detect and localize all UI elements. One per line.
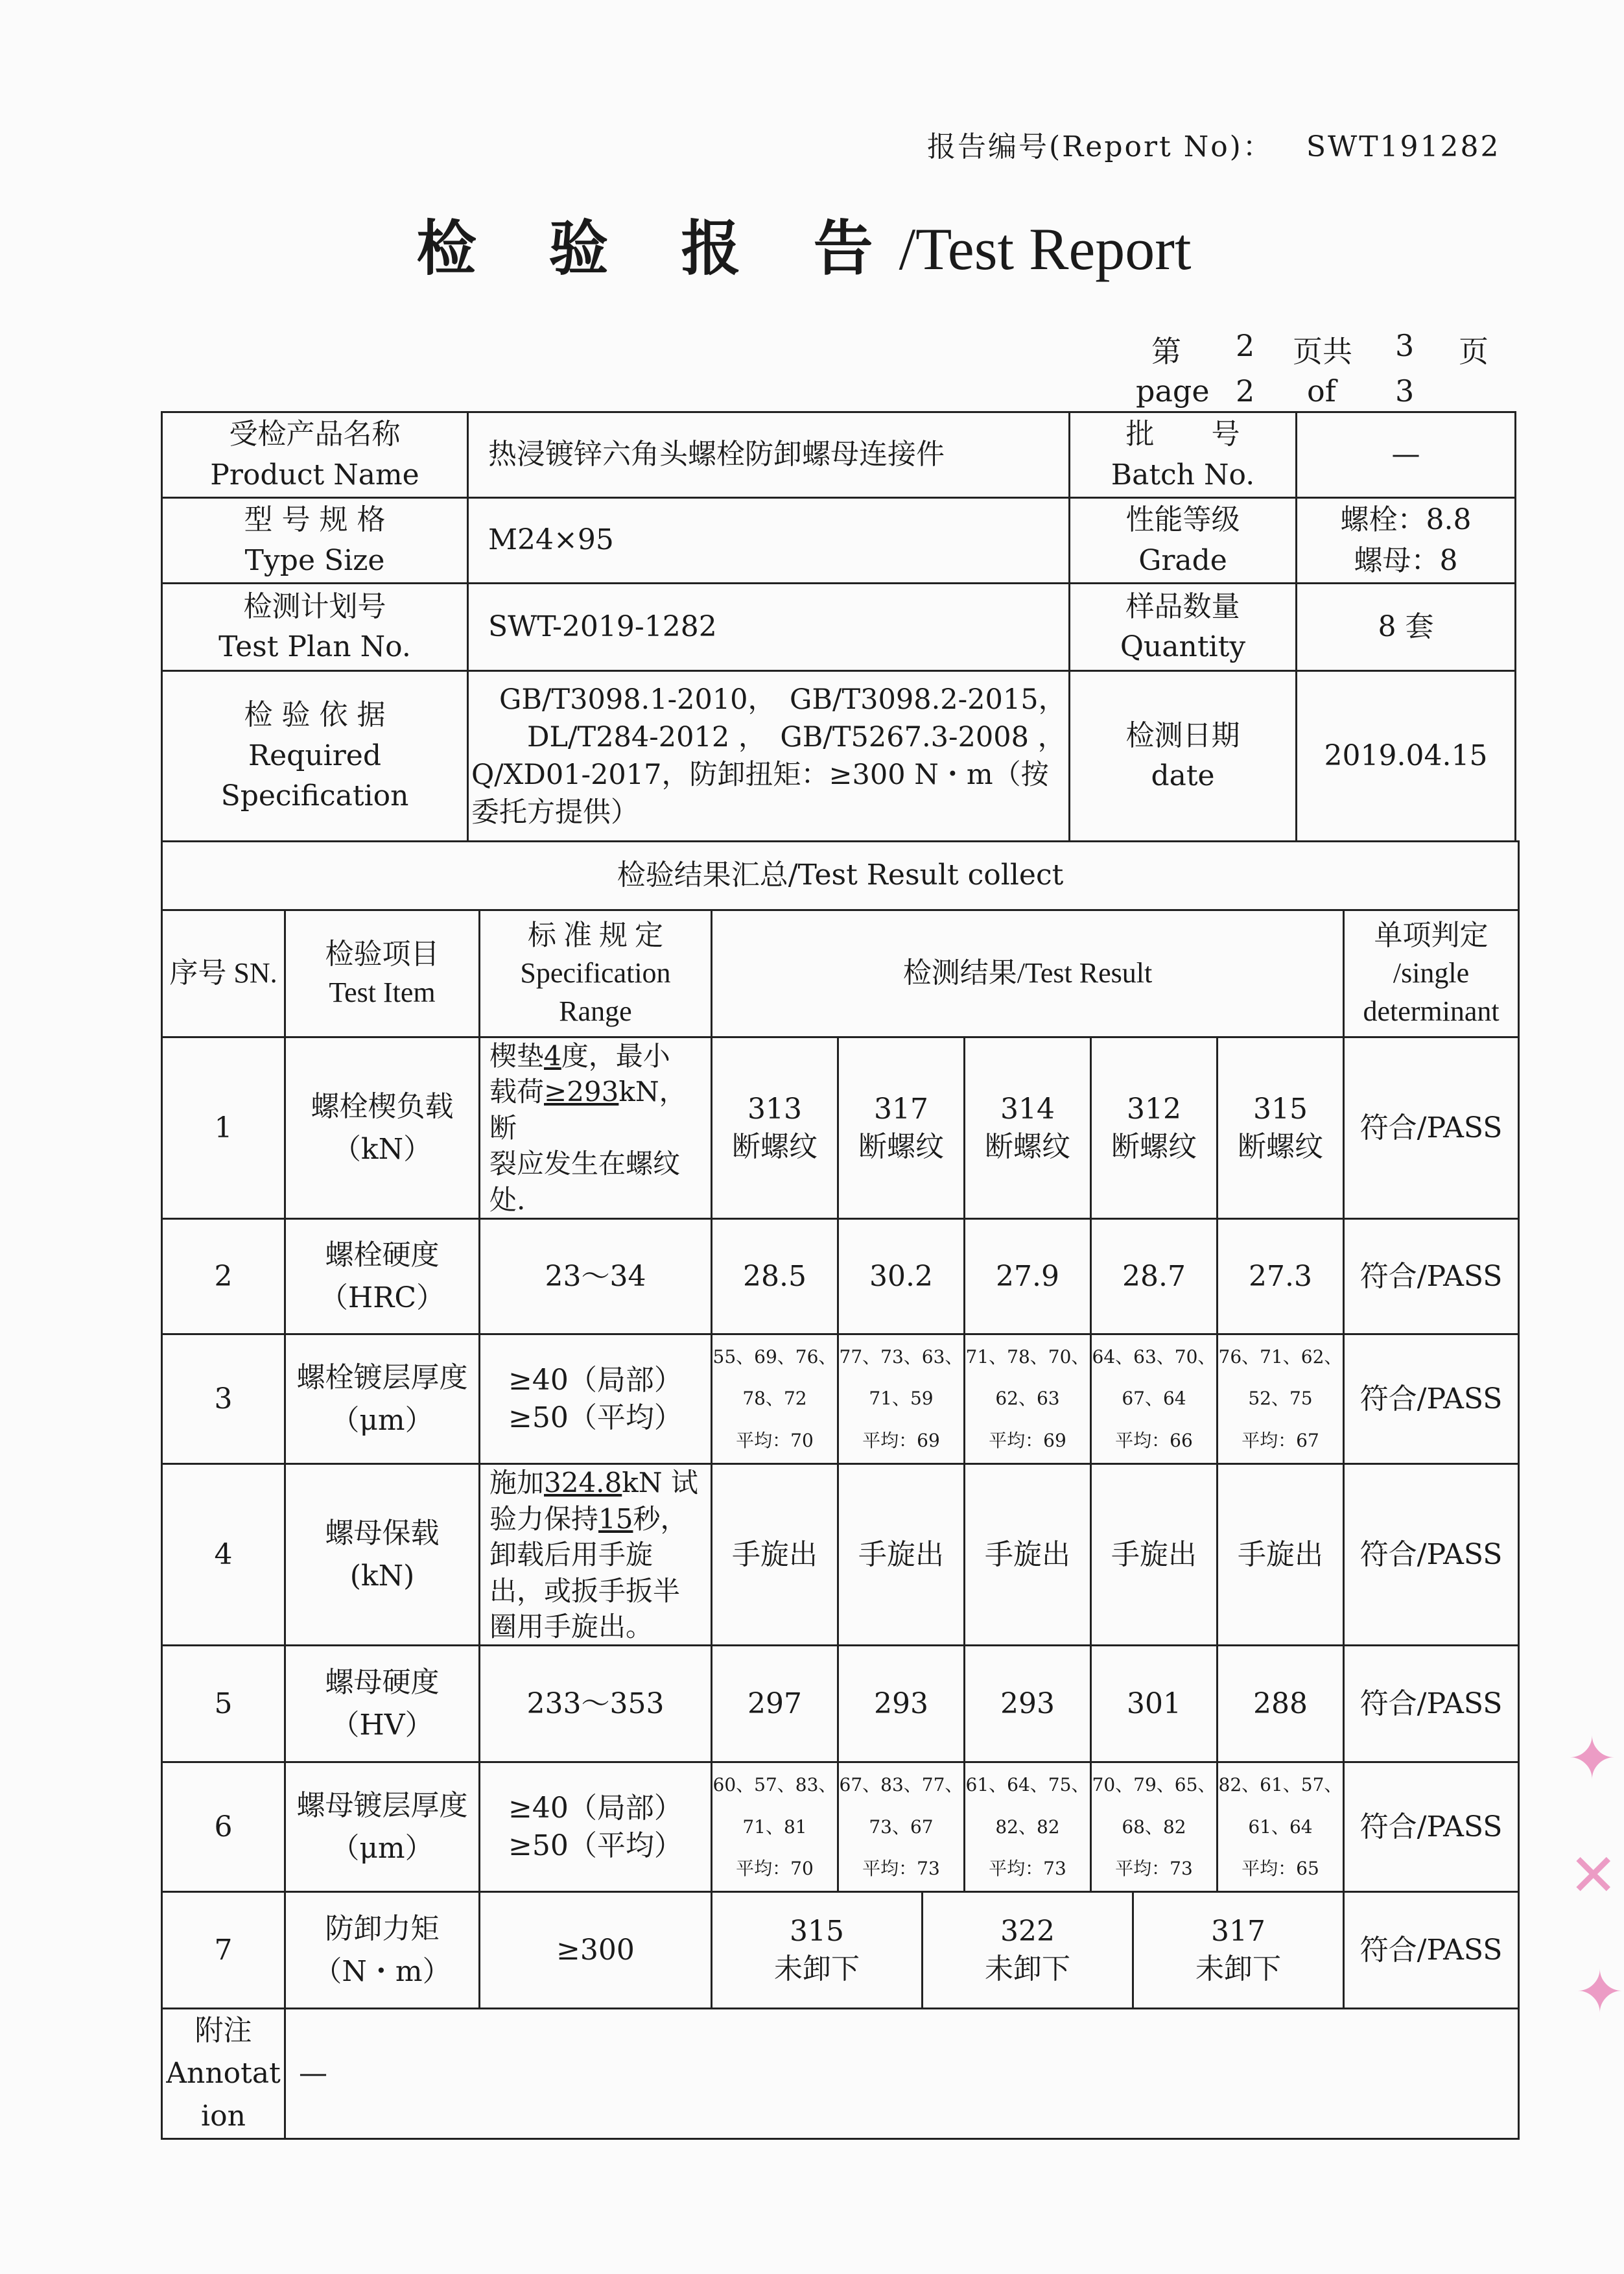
test-plan-value: SWT-2019-1282: [468, 584, 1070, 671]
seal-stamp-icon: ✕: [1569, 1842, 1618, 1910]
quantity-label-cn: 样品数量: [1125, 589, 1240, 623]
result-value: 312: [1127, 1092, 1181, 1126]
result-value: 293: [838, 1646, 965, 1762]
basis-line-3: Q/XD01-2017，防卸扭矩：≥300 N・m（按: [471, 759, 1049, 791]
result-values-1: 55、69、76、: [712, 1346, 837, 1368]
row-judge: 符合/PASS: [1344, 1762, 1519, 1892]
row-test-item-name: 螺栓硬度: [325, 1238, 440, 1272]
spec-text: 施加: [489, 1467, 545, 1499]
row-test-item: [285, 1334, 480, 1464]
row-test-item-name: 螺母保载: [325, 1516, 440, 1550]
result-cell: [965, 1334, 1091, 1464]
basis-label: [162, 671, 468, 842]
quantity-value: 8 套: [1297, 584, 1516, 671]
result-values-2: 61、64: [1248, 1816, 1313, 1838]
page-total-en: 3: [1395, 373, 1415, 409]
result-value: 313: [747, 1092, 802, 1126]
result-value: 28.7: [1091, 1219, 1218, 1334]
product-name-label: [162, 412, 468, 498]
page-current-en: 2: [1236, 373, 1255, 409]
page-of: of: [1307, 373, 1336, 409]
spec-text: 秒，: [633, 1502, 688, 1535]
header-test-item: [285, 910, 480, 1037]
spec-text: kN，断: [489, 1076, 687, 1144]
result-average: 平均：65: [1242, 1858, 1319, 1880]
row-spec: [480, 1762, 712, 1892]
header-test-result: 检测结果/Test Result: [712, 910, 1344, 1037]
row-test-item-unit: （HV）: [331, 1708, 434, 1742]
result-note: 断螺纹: [1238, 1130, 1323, 1163]
result-average: 平均：67: [1242, 1429, 1319, 1451]
type-size-value: M24×95: [468, 498, 1070, 584]
spec-underlined-value: 4: [544, 1040, 561, 1072]
result-cell: [965, 1762, 1091, 1892]
row-sn: 1: [162, 1037, 285, 1219]
row-spec: [480, 1464, 712, 1646]
result-value: 手旋出: [838, 1464, 965, 1646]
header-test-item-en: Test Item: [329, 976, 436, 1008]
result-average: 平均：69: [989, 1429, 1066, 1451]
spec-line-1: [489, 1038, 711, 1074]
result-note: 断螺纹: [858, 1130, 944, 1163]
spec-text: 载荷: [489, 1076, 545, 1108]
result-cell: [923, 1892, 1133, 2009]
test-plan-label: [162, 584, 468, 671]
result-row-4: [162, 1464, 1519, 1646]
header-judge: [1344, 910, 1519, 1037]
result-values-2: 67、64: [1122, 1388, 1186, 1410]
header-judge-cn: 单项判定: [1374, 919, 1489, 952]
date-label-cn: 检测日期: [1125, 718, 1240, 752]
date-label: [1070, 671, 1297, 842]
result-note: 断螺纹: [1111, 1130, 1197, 1163]
spec-line-2: [489, 1501, 711, 1537]
row-test-item-unit: （μm）: [331, 1403, 434, 1437]
type-size-label: [162, 498, 468, 584]
annotation-label-en-2: ion: [201, 2100, 246, 2133]
row-judge: 符合/PASS: [1344, 1219, 1519, 1334]
date-label-en: date: [1151, 759, 1215, 792]
spec-line-1: ≥40（局部）: [508, 1363, 683, 1397]
result-values-1: 77、73、63、: [839, 1346, 963, 1368]
page-current: 2: [1236, 328, 1255, 363]
result-values-2: 71、81: [742, 1816, 807, 1838]
result-cell: [1091, 1762, 1218, 1892]
seal-stamp-icon: ✦: [1568, 1725, 1617, 1793]
page-di: 第: [1151, 334, 1181, 369]
info-row-plan: [162, 584, 1516, 671]
result-cell: [1218, 1334, 1344, 1464]
header-spec: [480, 910, 712, 1037]
spec-line-2: ≥50（平均）: [508, 1829, 683, 1862]
type-size-label-en: Type Size: [244, 543, 385, 577]
product-name-label-en: Product Name: [210, 458, 419, 492]
result-value: 317: [874, 1092, 928, 1126]
row-judge: 符合/PASS: [1344, 1892, 1519, 2009]
product-info-table: [161, 411, 1516, 842]
result-values-2: 71、59: [869, 1388, 934, 1410]
row-test-item-name: 螺栓镀层厚度: [296, 1360, 468, 1394]
row-sn: 2: [162, 1219, 285, 1334]
result-value: 317: [1211, 1914, 1265, 1948]
spec-line-2: ≥50（平均）: [508, 1401, 683, 1434]
batch-label: [1070, 412, 1297, 498]
result-cell: [1091, 1334, 1218, 1464]
spec-text: kN 试: [622, 1467, 698, 1499]
result-row-6: [162, 1762, 1519, 1892]
test-plan-label-cn: 检测计划号: [243, 589, 386, 623]
row-test-item-unit: （HRC）: [319, 1281, 445, 1314]
result-average: 平均：73: [862, 1858, 940, 1880]
spec-line-3: 卸载后用手旋: [489, 1539, 653, 1571]
row-sn: 7: [162, 1892, 285, 2009]
result-values-2: 78、72: [742, 1388, 807, 1410]
result-note: 未卸下: [1195, 1952, 1281, 1985]
annotation-value: —: [285, 2009, 1519, 2139]
row-test-item-unit: （N・m）: [313, 1954, 451, 1988]
row-sn: 5: [162, 1646, 285, 1762]
spec-line-4: 处.: [489, 1183, 526, 1216]
spec-line-1: [489, 1465, 711, 1500]
result-values-1: 61、64、75、: [965, 1774, 1090, 1796]
result-values-2: 73、67: [869, 1816, 934, 1838]
result-cell: [712, 1892, 923, 2009]
result-cell: [712, 1334, 838, 1464]
info-row-basis: [162, 671, 1516, 842]
result-value: 手旋出: [965, 1464, 1091, 1646]
basis-line-2: DL/T284-2012 ， GB/T5267.3-2008 ，: [471, 720, 1066, 753]
spec-text: 楔垫: [489, 1040, 545, 1072]
result-cell: [712, 1762, 838, 1892]
row-test-item-name: 螺母硬度: [325, 1665, 440, 1699]
header-spec-en-2: Range: [559, 995, 632, 1027]
result-values-2: 82、82: [995, 1816, 1060, 1838]
row-judge: 符合/PASS: [1344, 1334, 1519, 1464]
result-cell: [838, 1762, 965, 1892]
row-test-item: [285, 1892, 480, 2009]
result-values-1: 60、57、83、: [712, 1774, 837, 1796]
result-note: 未卸下: [774, 1952, 860, 1985]
result-values-2: 52、75: [1248, 1388, 1313, 1410]
basis-value: [468, 671, 1070, 842]
result-value: 27.3: [1218, 1219, 1344, 1334]
result-cell: [1091, 1037, 1218, 1219]
result-row-1: [162, 1037, 1519, 1219]
row-test-item: [285, 1037, 480, 1219]
result-value: 297: [712, 1646, 838, 1762]
result-average: 平均：73: [1115, 1858, 1193, 1880]
result-cell: [1218, 1762, 1344, 1892]
row-spec: 23～34: [480, 1219, 712, 1334]
row-sn: 3: [162, 1334, 285, 1464]
report-number-label: 报告编号(Report No)：: [927, 130, 1273, 163]
spec-underlined-value: 324.8: [544, 1467, 622, 1499]
result-value: 手旋出: [712, 1464, 838, 1646]
header-judge-en-2: determinant: [1363, 995, 1500, 1027]
results-title-row: [162, 842, 1519, 910]
result-average: 平均：66: [1115, 1429, 1193, 1451]
page-word: page: [1136, 373, 1210, 409]
row-test-item-name: 螺栓楔负载: [311, 1089, 454, 1123]
result-row-7: [162, 1892, 1519, 2009]
result-cell: [712, 1037, 838, 1219]
result-note: 断螺纹: [985, 1130, 1070, 1163]
quantity-label-en: Quantity: [1120, 630, 1246, 663]
page-total: 3: [1395, 328, 1415, 363]
result-average: 平均：73: [989, 1858, 1066, 1880]
grade-label: [1070, 498, 1297, 584]
result-value: 28.5: [712, 1219, 838, 1334]
row-judge: 符合/PASS: [1344, 1464, 1519, 1646]
result-row-3: [162, 1334, 1519, 1464]
header-spec-en-1: Specification: [520, 957, 671, 989]
grade-label-cn: 性能等级: [1125, 503, 1240, 537]
result-values-1: 71、78、70、: [965, 1346, 1090, 1368]
grade-value: [1297, 498, 1516, 584]
result-value: 315: [1253, 1092, 1308, 1126]
product-name-value: 热浸镀锌六角头螺栓防卸螺母连接件: [468, 412, 1070, 498]
row-spec: [480, 1334, 712, 1464]
header-spec-cn: 标 准 规 定: [528, 919, 663, 952]
page-ye: 页: [1459, 334, 1489, 369]
grade-value-nut: 螺母：8: [1354, 543, 1458, 577]
row-sn: 4: [162, 1464, 285, 1646]
result-average: 平均：69: [862, 1429, 940, 1451]
seal-stamp-icon: ✦: [1575, 1958, 1624, 2026]
basis-line-4: 委托方提供）: [471, 796, 639, 829]
date-value: 2019.04.15: [1297, 671, 1516, 842]
result-values-1: 76、71、62、: [1218, 1346, 1343, 1368]
report-number: [927, 123, 1501, 165]
row-test-item-name: 防卸力矩: [325, 1912, 440, 1945]
row-spec: 233～353: [480, 1646, 712, 1762]
basis-label-en-1: Required: [248, 739, 381, 772]
result-cell: [838, 1037, 965, 1219]
row-test-item: [285, 1219, 480, 1334]
spec-line-1: ≥40（局部）: [508, 1791, 683, 1825]
result-row-5: [162, 1646, 1519, 1762]
grade-label-en: Grade: [1138, 543, 1227, 577]
type-size-label-cn: 型 号 规 格: [244, 503, 386, 537]
basis-label-en-2: Specification: [220, 779, 409, 813]
result-value: 322: [1000, 1914, 1055, 1948]
result-cell: [965, 1037, 1091, 1219]
report-number-value: SWT191282: [1306, 130, 1501, 163]
grade-value-bolt: 螺栓：8.8: [1340, 503, 1472, 537]
result-value: 30.2: [838, 1219, 965, 1334]
results-section-title: 检验结果汇总/Test Result collect: [162, 842, 1519, 910]
batch-value: —: [1297, 412, 1516, 498]
annotation-label-cn: 附注: [194, 2014, 252, 2048]
row-test-item-unit: (kN): [349, 1559, 415, 1593]
row-spec: ≥300: [480, 1892, 712, 2009]
result-average: 平均：70: [736, 1858, 814, 1880]
title-en: /Test Report: [899, 216, 1192, 282]
result-values-1: 70、79、65、: [1092, 1774, 1216, 1796]
page-ye-gong: 页共: [1293, 334, 1352, 369]
header-judge-en-1: /single: [1393, 957, 1470, 989]
annotation-row: [162, 2009, 1519, 2139]
annotation-label-en-1: Annotat: [166, 2057, 281, 2090]
header-test-item-cn: 检验项目: [325, 938, 440, 971]
row-test-item-unit: （μm）: [331, 1831, 434, 1865]
test-plan-label-en: Test Plan No.: [218, 630, 411, 663]
result-value: 手旋出: [1091, 1464, 1218, 1646]
spec-underlined-value: 15: [598, 1502, 633, 1535]
result-value: 301: [1091, 1646, 1218, 1762]
spec-line-5: 圈用手旋出。: [489, 1610, 653, 1642]
spec-underlined-value: ≥293: [544, 1076, 619, 1108]
result-values-1: 67、83、77、: [839, 1774, 963, 1796]
result-values-2: 68、82: [1122, 1816, 1186, 1838]
page-title: [0, 201, 1608, 287]
result-cell: [838, 1334, 965, 1464]
row-test-item-name: 螺母镀层厚度: [296, 1788, 468, 1822]
row-judge: 符合/PASS: [1344, 1037, 1519, 1219]
result-note: 未卸下: [985, 1952, 1070, 1985]
results-header-row: [162, 910, 1519, 1037]
product-name-label-cn: 受检产品名称: [229, 418, 401, 451]
result-value: 手旋出: [1218, 1464, 1344, 1646]
row-judge: 符合/PASS: [1344, 1646, 1519, 1762]
batch-label-en: Batch No.: [1111, 458, 1255, 492]
title-cn: 检 验 报 告: [416, 213, 899, 283]
result-values-1: 64、63、70、: [1092, 1346, 1216, 1368]
result-value: 288: [1218, 1646, 1344, 1762]
test-results-table: [161, 840, 1520, 2140]
result-note: 断螺纹: [732, 1130, 818, 1163]
row-sn: 6: [162, 1762, 285, 1892]
row-test-item: [285, 1464, 480, 1646]
spec-line-3: 裂应发生在螺纹: [489, 1148, 681, 1180]
spec-text: 验力保持: [489, 1502, 599, 1535]
annotation-label: [162, 2009, 285, 2139]
row-test-item: [285, 1646, 480, 1762]
result-average: 平均：70: [736, 1429, 814, 1451]
result-value: 315: [790, 1914, 844, 1948]
info-row-product: [162, 412, 1516, 498]
header-sn: 序号 SN.: [162, 910, 285, 1037]
basis-line-1: GB/T3098.1-2010， GB/T3098.2-2015，: [471, 683, 1066, 716]
row-spec: [480, 1037, 712, 1219]
result-value: 293: [965, 1646, 1091, 1762]
spec-text: 度，最小: [561, 1040, 670, 1072]
quantity-label: [1070, 584, 1297, 671]
result-value: 27.9: [965, 1219, 1091, 1334]
result-values-1: 82、61、57、: [1218, 1774, 1343, 1796]
spec-line-4: 出，或扳手扳半: [489, 1574, 681, 1607]
result-row-2: [162, 1219, 1519, 1334]
spec-line-2: [489, 1074, 711, 1146]
result-value: 314: [1000, 1092, 1055, 1126]
info-row-type: [162, 498, 1516, 584]
result-cell: [1218, 1037, 1344, 1219]
row-test-item-unit: （kN）: [332, 1132, 432, 1166]
result-values-2: 62、63: [995, 1388, 1060, 1410]
basis-label-cn: 检 验 依 据: [244, 698, 386, 732]
result-cell: [1133, 1892, 1344, 2009]
row-test-item: [285, 1762, 480, 1892]
batch-label-cn: 批 号: [1125, 418, 1240, 451]
